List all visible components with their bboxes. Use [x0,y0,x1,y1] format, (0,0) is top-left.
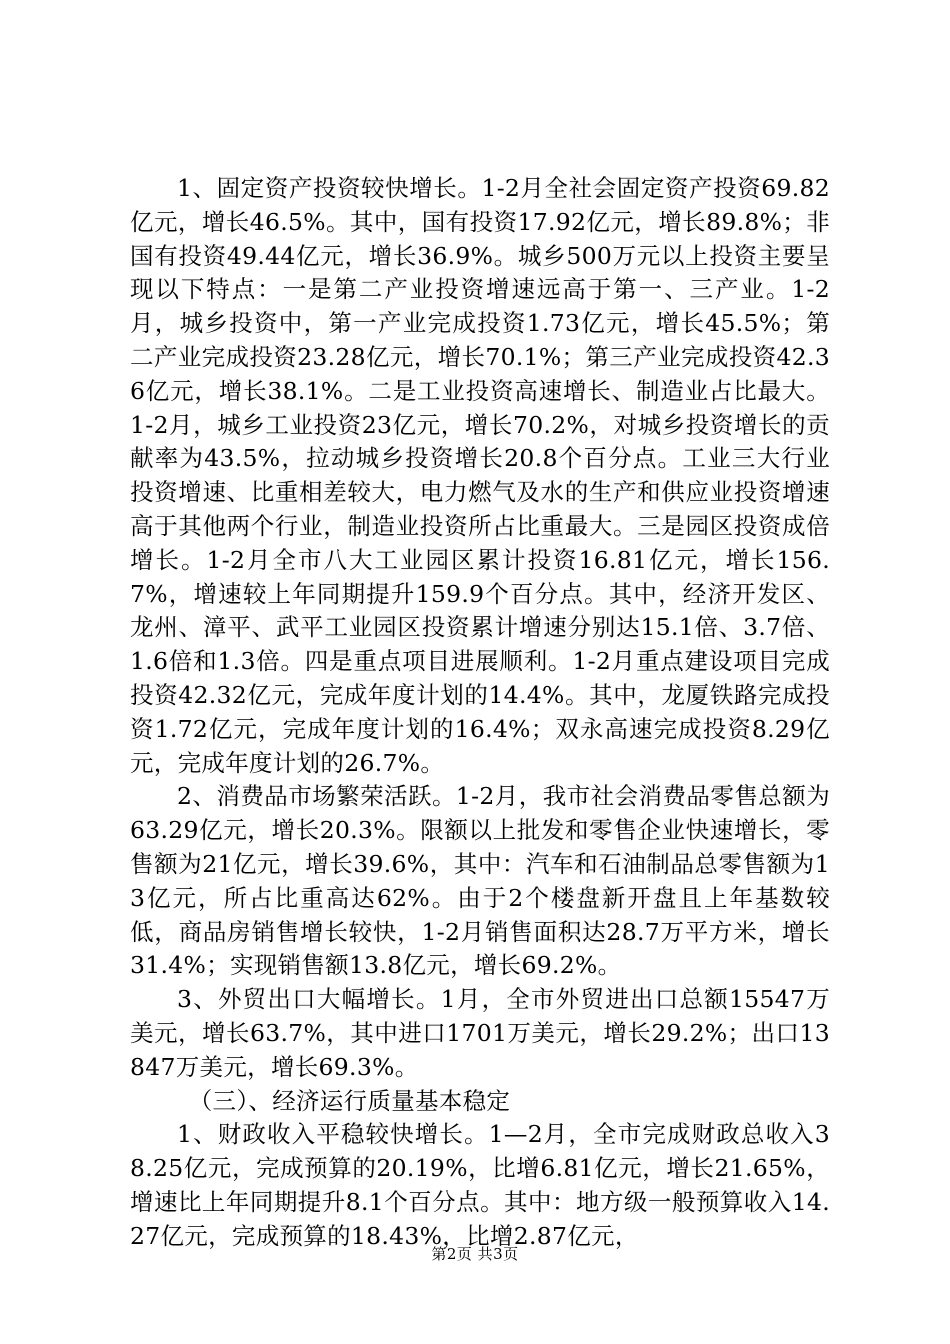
document-body [130,172,830,1254]
section-heading-economic-quality: （三）、经济运行质量基本稳定 [188,1086,511,1115]
paragraph-fiscal-revenue: 1、财政收入平稳较快增长。1—2月，全市完成财政总收入38.25亿元，完成预算的20.19%，比增6.81亿元，增长21.65%，增速比上年同期提升8.1个百分点。其中：地方级一般预算收入14.27亿元，完成预算的18.43%，比增2.87亿元， [130,1120,830,1250]
paragraph-foreign-trade: 3、外贸出口大幅增长。1月，全市外贸进出口总额15547万美元，增长63.7%，其中进口1701万美元，增长29.2%；出口13847万美元，增长69.3%。 [130,985,830,1081]
page-number-footer: 第2页 共3页 [431,1245,519,1263]
paragraph-fixed-asset-investment: 1、固定资产投资较快增长。1-2月全社会固定资产投资69.82亿元，增长46.5%。其中，国有投资17.92亿元，增长89.8%；非国有投资49.44亿元，增长36.9%。城乡500万元以上投资主要呈现以下特点：一是第二产业投资增速远高于第一、三产业。1-2月，城乡投资中，第一产业完成投资1.73亿元，增长45.5%；第二产业完成投资23.28亿元，增长70.1%；第三产业完成投资42.36亿元，增长38.1%。二是工业投资高速增长、制造业占比最大。1-2月，城乡工业投资23亿元，增长70.2%，对城乡投资增长的贡献率为43.5%，拉动城乡投资增长20.8个百分点。工业三大行业投资增速、比重相差较大，电力燃气及水的生产和供应业投资增速高于其他两个行业，制造业投资所占比重最大。三是园区投资成倍增长。1-2月全市八大工业园区累计投资16.81亿元，增长156.7%，增速较上年同期提升159.9个百分点。其中，经济开发区、龙州、漳平、武平工业园区投资累计增速分别达15.1倍、3.7倍、1.6倍和1.3倍。四是重点项目进展顺利。1-2月重点建设项目完成投资42.32亿元，完成年度计划的14.4%。其中，龙厦铁路完成投资1.72亿元，完成年度计划的16.4%；双永高速完成投资8.29亿元，完成年度计划的26.7%。 [130,174,830,777]
paragraph-consumer-market: 2、消费品市场繁荣活跃。1-2月，我市社会消费品零售总额为63.29亿元，增长20.3%。限额以上批发和零售企业快速增长，零售额为21亿元，增长39.6%，其中：汽车和石油制品总零售额为13亿元，所占比重高达62%。由于2个楼盘新开盘且上年基数较低，商品房销售增长较快，1-2月销售面积达28.7万平方米，增长31.4%；实现销售额13.8亿元，增长69.2%。 [130,782,830,980]
